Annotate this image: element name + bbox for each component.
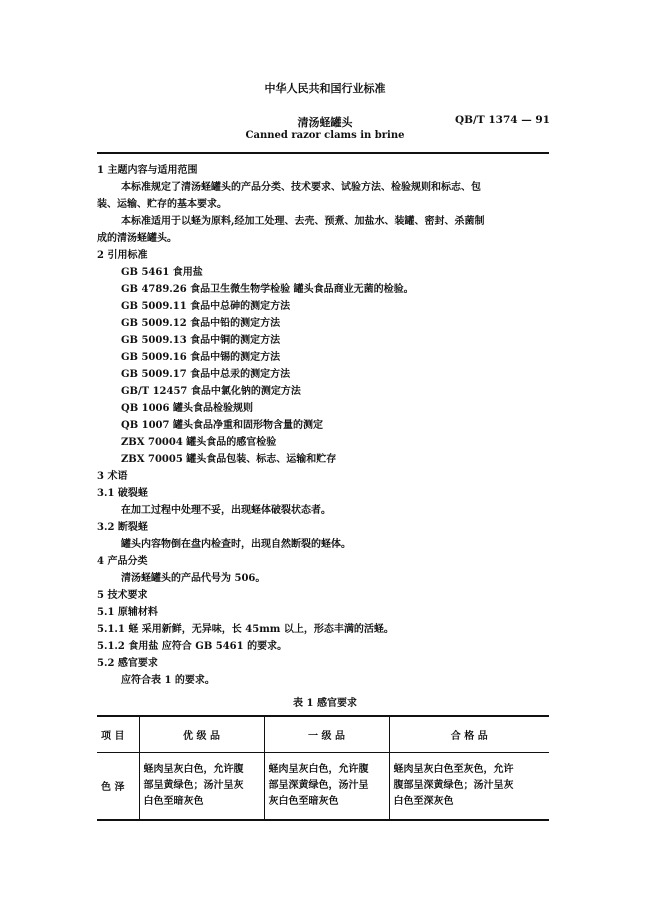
paragraph: 装、运输、贮存的基本要求。	[97, 199, 227, 210]
reference-item: GB 5009.13 食品中铜的测定方法	[121, 335, 281, 346]
table-cell	[139, 752, 264, 820]
reference-item: GB 5009.16 食品中锡的测定方法	[121, 352, 281, 363]
section-3-1-title: 3.1 破裂蛏	[97, 488, 148, 499]
table-header-cell: 优 级 品	[139, 716, 264, 752]
paragraph: 本标准规定了清汤蛏罐头的产品分类、技术要求、试验方法、检验规则和标志、包	[121, 182, 481, 193]
section-3-2-title: 3.2 断裂蛏	[97, 522, 148, 533]
paragraph: 应符合表 1 的要求。	[121, 675, 215, 686]
cell-line: 灰白色至暗灰色	[268, 795, 339, 807]
section-5-1-title: 5.1 原辅材料	[97, 607, 158, 618]
section-5-1-1: 5.1.1 蛏 采用新鲜，无异味，长 45mm 以上，形态丰满的活蛏。	[97, 624, 394, 635]
reference-item: GB 4789.26 食品卫生微生物学检验 罐头食品商业无菌的检验。	[121, 284, 414, 295]
standard-org: 中华人民共和国行业标准	[264, 82, 386, 95]
cell-line: 部呈深黄绿色，汤汁呈	[268, 779, 369, 791]
reference-item: GB/T 12457 食品中氯化钠的测定方法	[121, 386, 301, 397]
cell-line: 白色至暗灰色	[143, 795, 204, 807]
reference-item: ZBX 70004 罐头食品的感官检验	[121, 437, 277, 448]
table-header-cell: 一 级 品	[264, 716, 389, 752]
cell-line: 部呈黄绿色；汤汁呈灰	[143, 779, 244, 791]
table-caption: 表 1 感官要求	[293, 698, 357, 709]
header-rule	[97, 152, 549, 154]
section-3-title: 3 术语	[97, 471, 128, 482]
standard-code: QB/T 1374 — 91	[455, 114, 550, 126]
section-1-title: 1 主题内容与适用范围	[97, 165, 198, 176]
paragraph: 罐头内容物倒在盘内检查时，出现自然断裂的蛏体。	[121, 539, 351, 550]
table-header-cell: 合 格 品	[450, 730, 488, 742]
section-5-1-2: 5.1.2 食用盐 应符合 GB 5461 的要求。	[97, 641, 288, 652]
cell-line: 蛏肉呈灰白色，允许腹	[268, 763, 369, 775]
section-5-2-title: 5.2 感官要求	[97, 658, 158, 669]
document-title: 清汤蛏罐头	[297, 116, 353, 129]
table-header-row	[97, 716, 549, 752]
reference-item: GB 5461 食用盐	[121, 267, 203, 278]
table-cell	[264, 752, 389, 820]
table-row	[97, 752, 549, 820]
table-header-cell: 项 目	[97, 716, 139, 752]
reference-item: QB 1007 罐头食品净重和固形物含量的测定	[121, 420, 323, 431]
document-title-en: Canned razor clams in brine	[245, 130, 405, 141]
section-2-title: 2 引用标准	[97, 250, 148, 261]
paragraph: 在加工过程中处理不妥，出现蛏体破裂状态者。	[121, 505, 331, 516]
cell-line: 白色至深灰色	[393, 795, 454, 807]
paragraph: 成的清汤蛏罐头。	[97, 233, 177, 244]
table-cell	[389, 752, 549, 820]
reference-item: ZBX 70005 罐头食品包装、标志、运输和贮存	[121, 454, 337, 465]
sensory-table	[97, 715, 549, 821]
paragraph: 本标准适用于以蛏为原料,经加工处理、去壳、预煮、加盐水、装罐、密封、杀菌制	[121, 216, 485, 227]
cell-line: 蛏肉呈灰白色，允许腹	[143, 763, 244, 775]
reference-item: GB 5009.11 食品中总砷的测定方法	[121, 301, 291, 312]
cell-line: 蛏肉呈灰白色至灰色，允许	[393, 763, 514, 775]
reference-item: QB 1006 罐头食品检验规则	[121, 403, 253, 414]
section-5-title: 5 技术要求	[97, 590, 148, 601]
row-label: 色 泽	[97, 752, 139, 820]
paragraph: 清汤蛏罐头的产品代号为 506。	[121, 573, 266, 584]
reference-item: GB 5009.17 食品中总汞的测定方法	[121, 369, 291, 380]
cell-line: 腹部呈深黄绿色；汤汁呈灰	[393, 779, 514, 791]
section-4-title: 4 产品分类	[97, 556, 148, 567]
reference-item: GB 5009.12 食品中铅的测定方法	[121, 318, 281, 329]
